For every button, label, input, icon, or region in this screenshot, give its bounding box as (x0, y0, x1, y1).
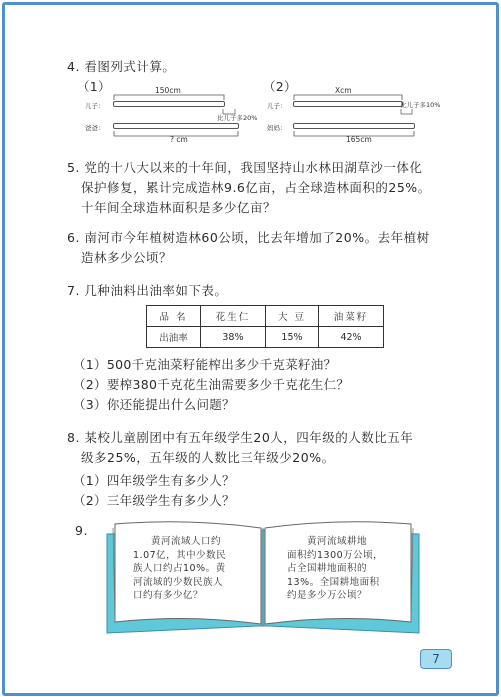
table-header-cell: 大 豆 (265, 306, 318, 327)
table-cell: 42% (319, 327, 384, 348)
table-cell: 出油率 (147, 327, 201, 348)
right-page-line: 黄河流域耕地 (307, 536, 368, 547)
table-row (147, 327, 384, 348)
more-note: 比儿子多20% (217, 114, 258, 122)
q5-line-3: 十年间全球造林面积是多少亿亩？ (81, 200, 277, 215)
table-header-cell: 花生仁 (200, 306, 265, 327)
son-row-label-2: 儿子： (267, 102, 287, 110)
son-height-x-label: Xcm (335, 86, 352, 95)
more-brace (219, 108, 239, 120)
book-left-page (133, 535, 257, 603)
page-frame (2, 2, 499, 696)
son-height-label: 150cm (155, 86, 181, 95)
top-brace (113, 93, 225, 101)
q7-title: 7. 几种油料出油率如下表。 (67, 283, 228, 298)
oil-yield-table (146, 305, 384, 348)
page-number-badge: 7 (420, 649, 452, 669)
q4-part1-label: （1） (77, 79, 111, 94)
q8-sub-1: （1）四年级学生有多少人？ (73, 473, 235, 488)
table-cell: 38% (200, 327, 265, 348)
right-page-line: 13%。全国耕地面积 (287, 576, 380, 588)
mom-row-label: 妈妈： (267, 124, 287, 132)
mom-bar (293, 123, 415, 129)
son-bar (113, 101, 225, 107)
more-brace-2 (398, 108, 418, 120)
right-page-line: 面积约1300万公顷， (287, 549, 384, 561)
left-page-line: 河流域的少数民族人 (133, 576, 224, 588)
q4-part2-label: （2） (263, 79, 297, 94)
right-page-line: 占全国耕地面积的 (287, 563, 368, 574)
son-row-label: 儿子： (85, 102, 105, 110)
q6-line-1: 6. 南河市今年植树造林60公顷，比去年增加了20%。去年植树 (67, 230, 430, 245)
left-page-line: 1.07亿，其中少数民 (133, 549, 227, 561)
table-header-cell: 油菜籽 (319, 306, 384, 327)
dad-row-label: 爸爸： (85, 124, 105, 132)
more-note-2: 比儿子多10% (400, 101, 441, 109)
q5-line-2: 保护修复，累计完成造林9.6亿亩，占全球造林面积的25%。 (81, 180, 431, 195)
dad-bar (113, 123, 239, 129)
mom-height-label: 165cm (346, 135, 372, 144)
dad-height-label: ? cm (170, 135, 188, 144)
table-row (147, 306, 384, 327)
son-bar-2 (293, 101, 403, 107)
q7-sub-3: （3）你还能提出什么问题？ (73, 397, 235, 412)
q8-line-2: 级多25%，五年级的人数比三年级少20%。 (81, 450, 335, 465)
q4-title: 4. 看图列式计算。 (67, 59, 176, 74)
q7-sub-2: （2）要榨380千克花生油需要多少千克花生仁？ (73, 377, 350, 392)
q9-label: 9. (75, 523, 88, 538)
left-page-line: 黄河流域人口约 (151, 536, 222, 547)
left-page-line: 口约有多少亿？ (133, 590, 204, 601)
open-book-illustration (105, 520, 421, 635)
table-header-cell: 品 名 (147, 306, 201, 327)
q6-line-2: 造林多少公顷？ (81, 250, 173, 265)
right-page-line: 约是多少万公顷？ (287, 590, 368, 601)
q8-sub-2: （2）三年级学生有多少人？ (73, 493, 235, 508)
q7-sub-1: （1）500千克油菜籽能榨出多少千克菜籽油？ (73, 357, 337, 372)
book-right-page (287, 535, 411, 603)
left-page-line: 族人口约占10%。黄 (133, 563, 226, 574)
q8-line-1: 8. 某校儿童剧团中有五年级学生20人，四年级的人数比五年 (67, 430, 414, 445)
q5-line-1: 5. 党的十八大以来的十年间，我国坚持山水林田湖草沙一体化 (67, 160, 423, 175)
table-cell: 15% (265, 327, 318, 348)
top-brace-2 (293, 93, 405, 101)
